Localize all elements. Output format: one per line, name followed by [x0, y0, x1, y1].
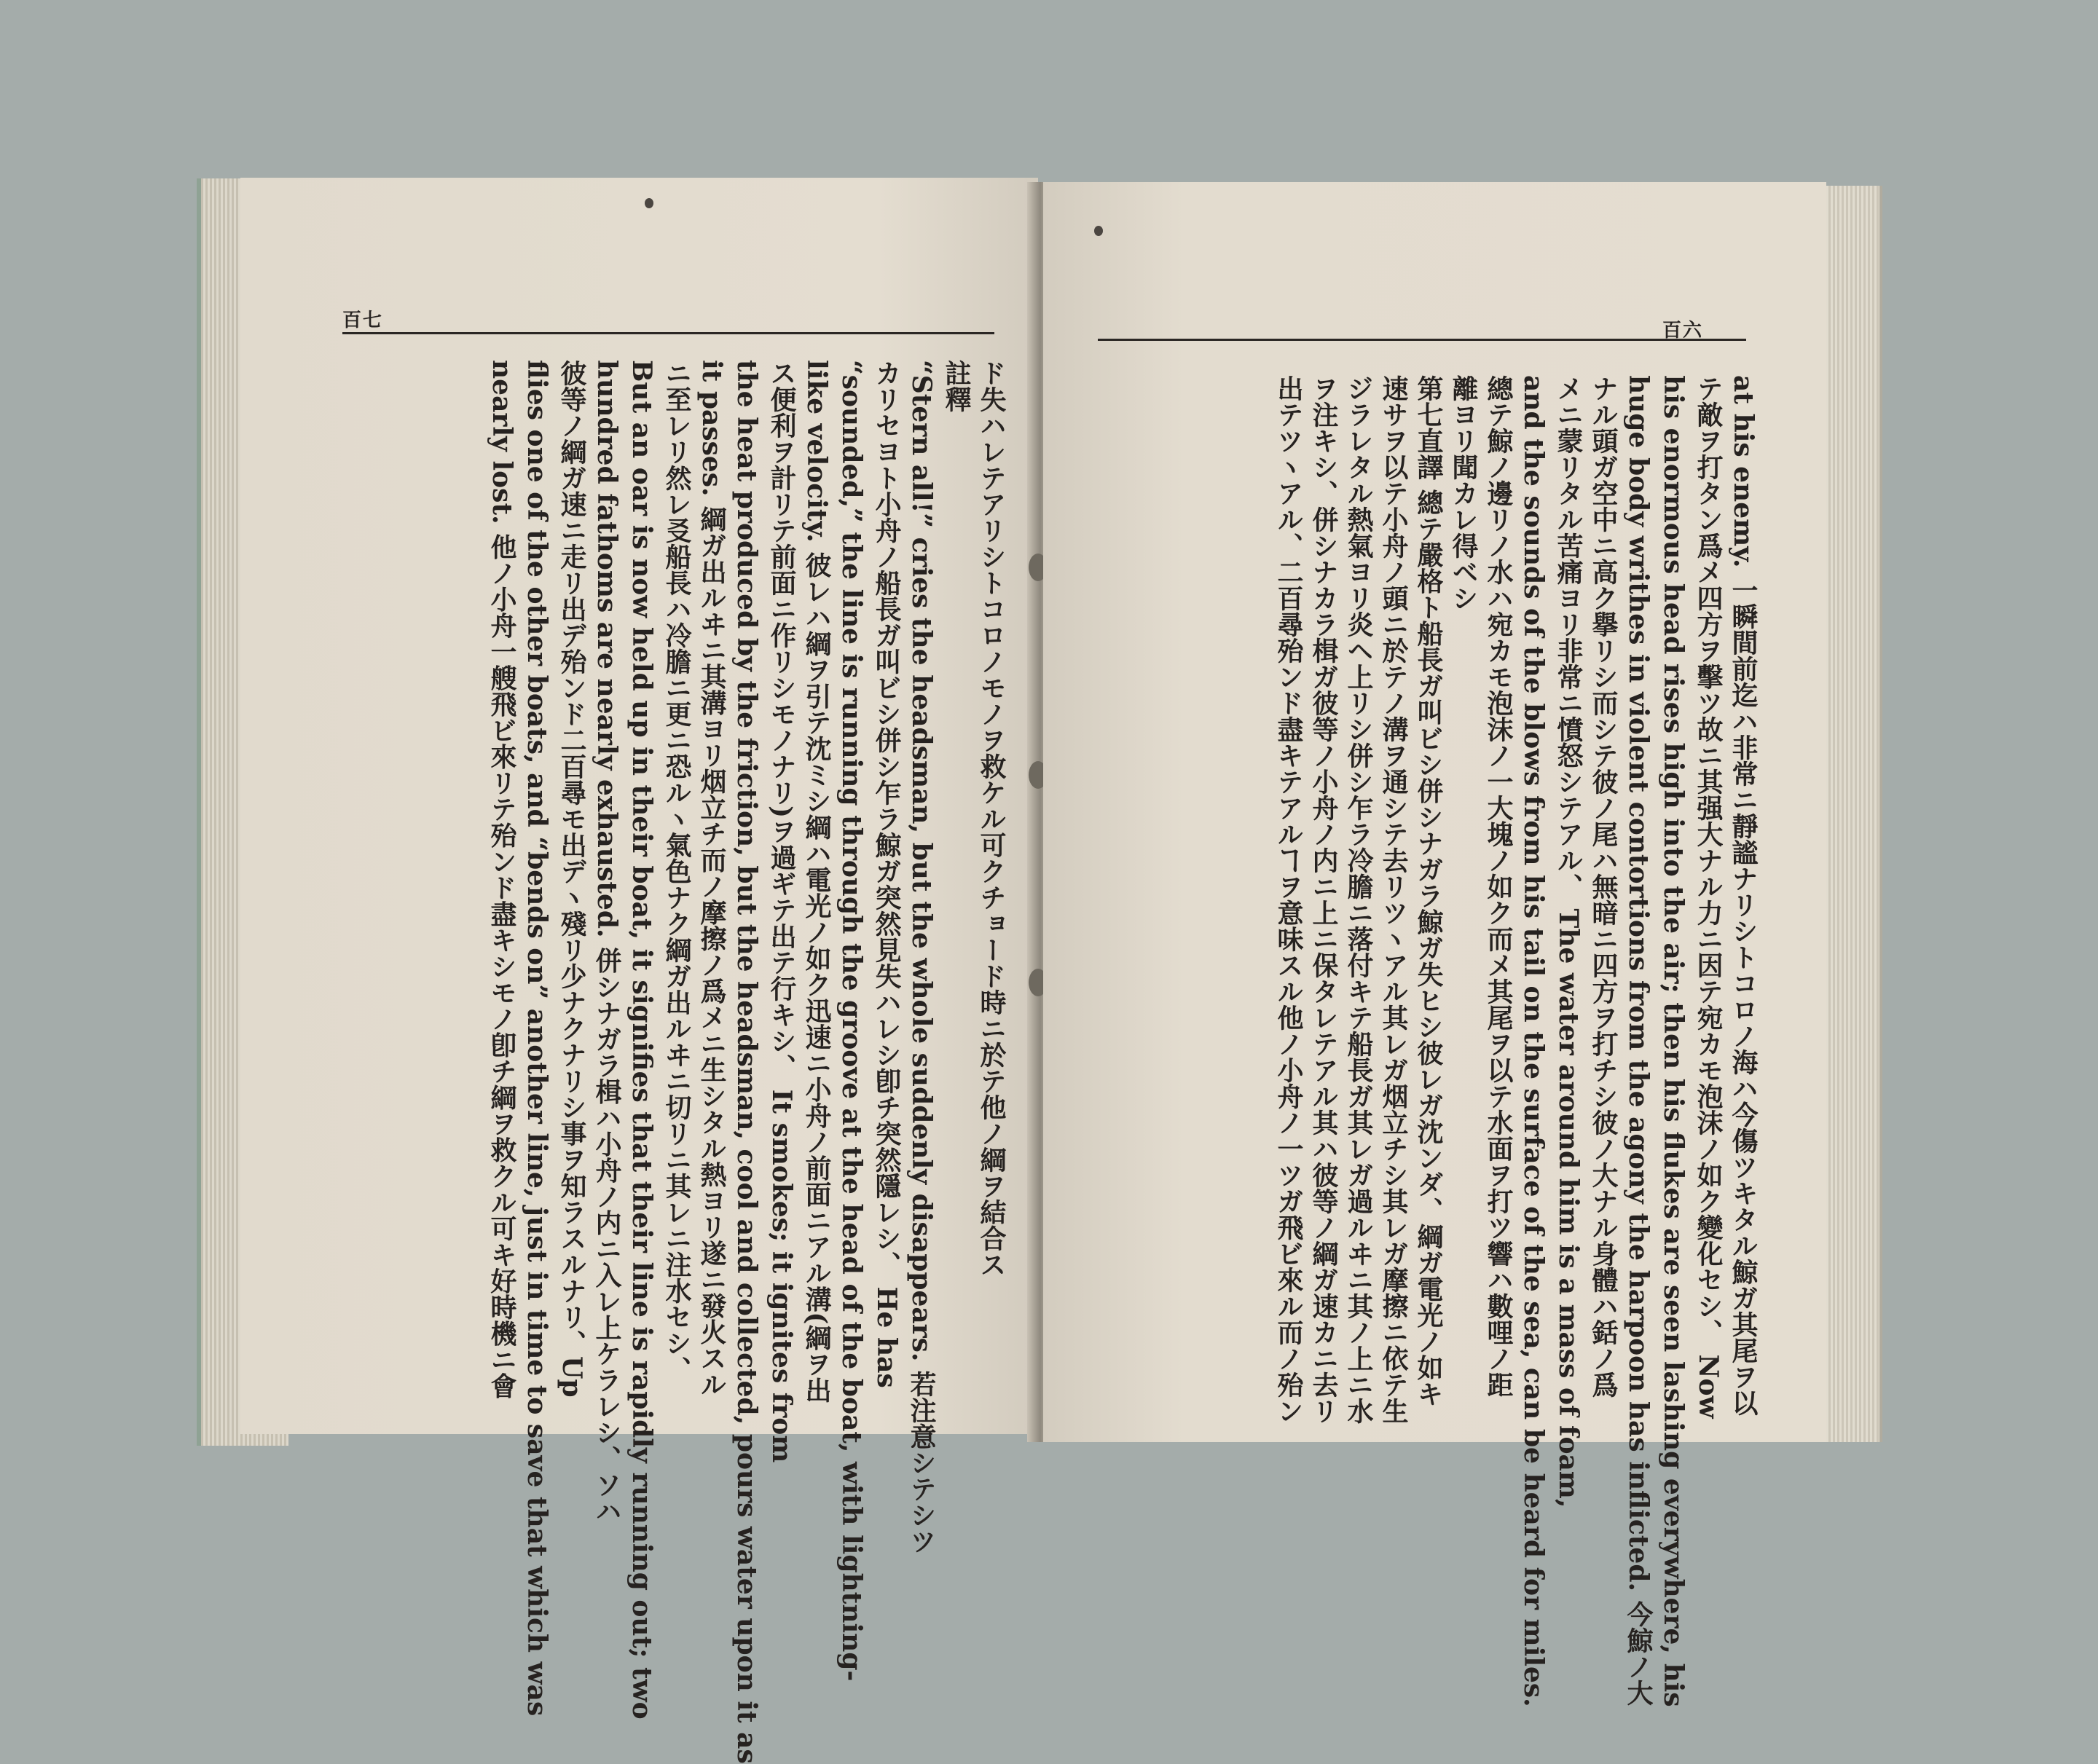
text-line: huge body writhes in violent contortions from the agony the harpoon has inflicted. 今鯨ノ大 — [1623, 375, 1654, 1706]
text-line: his enormous head rises high into the air; then his flukes are seen lashing everywhere, his — [1658, 375, 1689, 1707]
right-page — [1043, 182, 1826, 1707]
right-page-number: 百六 — [1662, 320, 1704, 342]
text-line: メニ蒙リタル苦痛ヨリ非常ニ憤怒シテアル、 The water around him is a mass of foam, — [1553, 375, 1584, 1508]
text-line: at his enemy. 一瞬間前迄ハ非常ニ靜謐ナリシトコロノ海ハ今傷ツキタル鯨ガ其尾ヲ以 — [1728, 375, 1759, 1417]
left-page-number: 百七 — [342, 310, 384, 331]
left-page-text — [484, 360, 1009, 1764]
text-line: flies one of the other boats, and “bends on” another line, just in time to save that which was — [522, 360, 552, 1717]
text-line: and the sounds of the blows from his tail on the surface of the sea, can be heard for miles. — [1518, 375, 1549, 1707]
text-line: hundred fathoms are nearly exhausted. 併シナガラ楫ハ小舟ノ内ニ入レ上ケラレシ、ソハ — [592, 360, 622, 1524]
text-line: “sounded,” the line is running through the groove at the head of the boat, with lightning- — [836, 360, 867, 1682]
paper-speck — [1094, 226, 1103, 236]
text-line: 速サヲ以テ小舟ノ頭ニ於テノ溝ヲ通シテ去リツヽアル其レガ烟立チシ其レガ摩擦ニ依テ生 — [1378, 375, 1409, 1424]
text-line: 註釋 — [941, 360, 972, 412]
text-line: 總テ鯨ノ邊リノ水ハ宛カモ泡沫ノ一大塊ノ如ク而メ其尾ヲ以テ水面ヲ打ツ響ハ數哩ノ距 — [1483, 375, 1514, 1398]
text-line: ナル頭ガ空中ニ高ク擧リシ而シテ彼ノ尾ハ無暗ニ四方ヲ打チシ彼ノ大ナル身體ハ銛ノ爲 — [1588, 375, 1619, 1398]
text-line: ス便利ヲ計リテ前面ニ作リシモノナリ)ヲ過ギテ出テ行キシ、 It smokes; it ignites from — [766, 360, 797, 1463]
text-line: テ敵ヲ打タン爲メ四方ヲ擊ツ故ニ其强大ナル力ニ因テ宛カモ泡沫ノ如ク變化セシ、 Now — [1693, 375, 1724, 1419]
text-line: But an oar is now held up in their boat, it signifies that their line is rapidly running out; two — [626, 360, 657, 1720]
text-line: the heat produced by the friction, but the headsman, cool and collected, pours water upon it as — [731, 360, 762, 1764]
text-line: ジラレタル熱氣ヨリ炎ヘ上リシ併シ乍ラ冷膽ニ落付キテ船長ガ其レガ過ルヰニ其ノ上ニ水 — [1343, 375, 1374, 1424]
text-line: like velocity. 彼レハ綱ヲ引テ沈ミシ綱ハ電光ノ如ク迅速ニ小舟ノ前面ニアル溝(綱ヲ出 — [801, 360, 832, 1403]
text-line: nearly lost. 他ノ小舟一艘飛ビ來リテ殆ンド盡キシモノ卽チ綱ヲ救クル可キ好時機ニ會 — [487, 360, 517, 1399]
text-line: ニ至レリ然レ㕛船長ハ冷膽ニ更ニ恐ルヽ氣色ナク綱ガ出ルヰニ切リニ其レニ注水セシ、 — [661, 360, 692, 1382]
text-line: カリセヨト小舟ノ船長ガ叫ビシ併シ乍ラ鯨ガ突然見失ハレシ卽チ突然隱レシ、 He has — [871, 360, 902, 1388]
right-page-text — [1271, 375, 1761, 1707]
left-header-rule — [342, 332, 994, 334]
text-line: ド失ハレテアリシトコロノモノヲ救ケル可クチョード時ニ於テ他ノ綱ヲ結合ス — [976, 360, 1007, 1277]
text-line: 離ヨリ聞カレ得ベシ — [1448, 375, 1479, 611]
right-header-rule — [1098, 339, 1746, 341]
text-line: 第七直譯 總テ嚴格ト船長ガ叫ビシ併シナガラ鯨ガ失ヒシ彼レガ沈ンダ、綱ガ電光ノ如キ — [1413, 375, 1444, 1407]
text-line: 出テツヽアル、二百尋殆ンド盡キテアルヿヲ意味スル他ノ小舟ノ一ツガ飛ビ來ル而ノ殆ン — [1273, 375, 1304, 1424]
paper-speck — [645, 198, 653, 208]
text-line: it passes. 綱ガ出ルヰニ其溝ヨリ烟立チ而ノ摩擦ノ爲メニ生シタル熱ヨリ遂ニ發火スル — [696, 360, 727, 1398]
left-page — [240, 178, 1038, 1764]
text-line: 彼等ノ綱ガ速ニ走リ出デ殆ンド二百尋モ出デヽ殘リ少ナクナリシ事ヲ知ラスルナリ、Up — [557, 360, 587, 1398]
text-line: “Stern all!” cries the headsman, but the whole suddenly disappears. 若注意シテシツ — [906, 360, 937, 1554]
text-line: ヲ注キシ、併シナカラ楫ガ彼等ノ小舟ノ内ニ上ニ保タレテアル其ハ彼等ノ綱ガ速カニ去リ — [1308, 375, 1339, 1424]
